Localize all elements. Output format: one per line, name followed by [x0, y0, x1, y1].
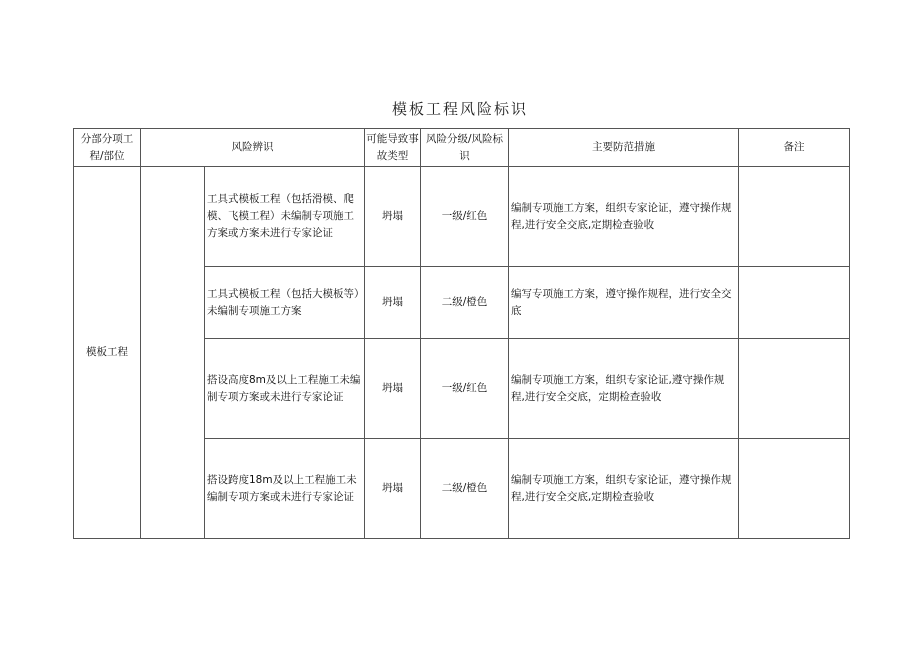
- risk-cell: 搭设高度8m及以上工程施工未编制专项方案或未进行专家论证: [205, 339, 365, 439]
- header-accident-type: 可能导致事故类型: [365, 129, 421, 167]
- header-risk-level: 风险分级/风险标识: [421, 129, 509, 167]
- measures-cell: 编制专项施工方案，组织专家论证,遵守操作规程,进行安全交底，定期检查验收: [509, 339, 739, 439]
- risk-level-cell: 二级/橙色: [421, 267, 509, 339]
- risk-level-cell: 一级/红色: [421, 339, 509, 439]
- risk-cell: 工具式模板工程（包括大模板等）未编制专项施工方案: [205, 267, 365, 339]
- accident-type-cell: 坍塌: [365, 167, 421, 267]
- measures-cell: 编写专项施工方案，遵守操作规程，进行安全交底: [509, 267, 739, 339]
- header-risk-identification: 风险辨识: [141, 129, 365, 167]
- header-measures: 主要防范措施: [509, 129, 739, 167]
- remarks-cell: [739, 439, 850, 539]
- risk-cell: 搭设跨度18m及以上工程施工未编制专项方案或未进行专家论证: [205, 439, 365, 539]
- division-cell: 模板工程: [74, 167, 141, 539]
- measures-cell: 编制专项施工方案，组织专家论证，遵守操作规程,进行安全交底,定期检查验收: [509, 167, 739, 267]
- table-row: [74, 167, 850, 267]
- accident-type-cell: 坍塌: [365, 267, 421, 339]
- risk-level-cell: 二级/橙色: [421, 439, 509, 539]
- accident-type-cell: 坍塌: [365, 339, 421, 439]
- risk-cell: 工具式模板工程（包括滑模、爬模、飞模工程）未编制专项施工方案或方案未进行专家论证: [205, 167, 365, 267]
- risk-level-cell: 一级/红色: [421, 167, 509, 267]
- remarks-cell: [739, 167, 850, 267]
- accident-type-cell: 坍塌: [365, 439, 421, 539]
- header-remarks: 备注: [739, 129, 850, 167]
- measures-cell: 编制专项施工方案，组织专家论证，遵守操作规程,进行安全交底,定期检查验收: [509, 439, 739, 539]
- remarks-cell: [739, 267, 850, 339]
- header-division: 分部分项工程/部位: [74, 129, 141, 167]
- remarks-cell: [739, 339, 850, 439]
- sub-division-cell: [141, 167, 205, 539]
- header-row: [74, 129, 850, 167]
- risk-table: [73, 128, 850, 539]
- page-title: 模板工程风险标识: [391, 100, 528, 118]
